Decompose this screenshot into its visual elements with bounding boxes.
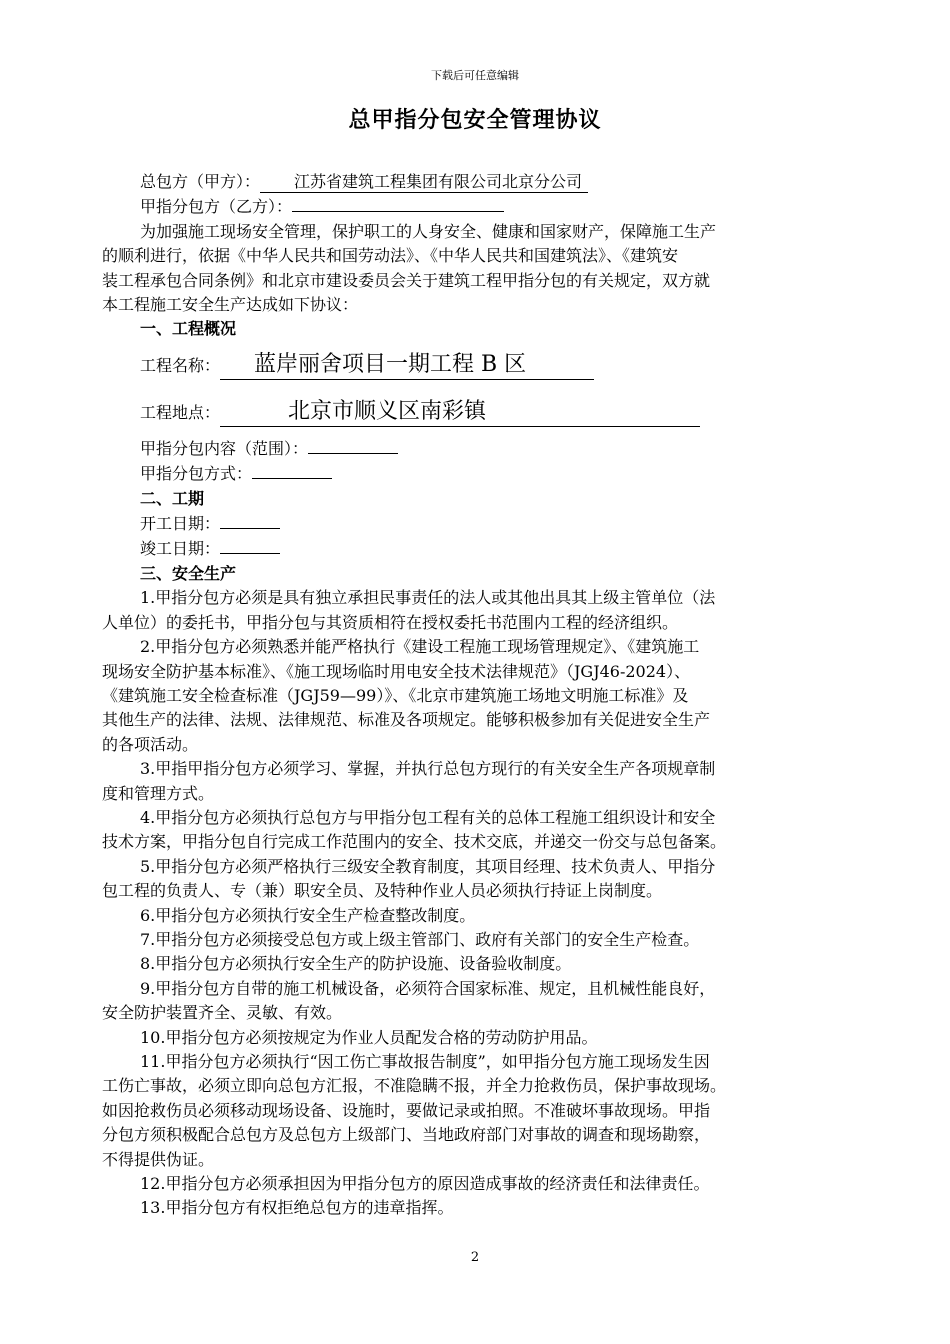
clause-line: 的各项活动。 <box>102 734 199 754</box>
party-a-label: 总包方（甲方）： <box>140 172 261 191</box>
start-date-label: 开工日期： <box>140 514 221 534</box>
clause-7 <box>102 928 842 952</box>
page-number: 2 <box>470 1250 480 1265</box>
clause-12 <box>102 1172 842 1196</box>
clause-line: 8.甲指分包方必须执行安全生产的防护设施、设备验收制度。 <box>140 954 572 974</box>
end-date-blank <box>220 536 280 554</box>
clause-9 <box>102 977 842 1026</box>
project-site-line <box>102 389 842 436</box>
intro-line: 的顺利进行，依据《中华人民共和国劳动法》、《中华人民共和国建筑法》、《建筑安 <box>102 246 679 266</box>
party-a-line <box>102 170 842 194</box>
project-name-label: 工程名称： <box>140 355 221 375</box>
method-blank <box>252 461 332 479</box>
start-date-line <box>102 511 842 536</box>
header-note: 下载后可任意编辑 <box>431 69 519 82</box>
clause-line: 技术方案，甲指分包自行完成工作范围内的安全、技术交底，并递交一份交与总包备案。 <box>102 832 727 852</box>
clause-line: 4.甲指分包方必须执行总包方与甲指分包工程有关的总体工程施工组织设计和安全 <box>140 807 716 827</box>
method-label: 甲指分包方式： <box>140 464 253 484</box>
clause-line: 5.甲指分包方必须严格执行三级安全教育制度，其项目经理、技术负责人、甲指分 <box>140 856 716 876</box>
clause-5 <box>102 855 842 904</box>
scope-line <box>102 436 842 461</box>
clause-1 <box>102 586 842 635</box>
clause-line: 7.甲指分包方必须接受总包方或上级主管部门、政府有关部门的安全生产检查。 <box>140 929 700 949</box>
clause-line: 度和管理方式。 <box>102 783 215 803</box>
clause-line: 1.甲指分包方必须是具有独立承担民事责任的法人或其他出具其上级主管单位（法 <box>140 588 716 608</box>
project-site-label: 工程地点： <box>140 402 221 422</box>
clause-line: 10.甲指分包方必须按规定为作业人员配发合格的劳动防护用品。 <box>140 1027 598 1047</box>
party-b-line <box>102 194 842 219</box>
clause-line: 3.甲指甲指分包方必须学习、掌握，并执行总包方现行的有关安全生产各项规章制 <box>140 759 716 779</box>
clause-line: 6.甲指分包方必须执行安全生产检查整改制度。 <box>140 905 476 925</box>
start-date-blank <box>220 511 280 529</box>
clause-line: 9.甲指分包方自带的施工机械设备，必须符合国家标准、规定，且机械性能良好， <box>140 978 716 998</box>
clause-line: 不得提供伪证。 <box>102 1149 215 1169</box>
project-site-value: 北京市顺义区南彩镇 <box>220 398 700 427</box>
end-date-line <box>102 536 842 561</box>
section1-heading: 一、工程概况 <box>140 319 237 339</box>
clause-line: 现场安全防护基本标准》、《施工现场临时用电安全技术法律规范》（JGJ46-2024）、 <box>102 661 691 681</box>
clause-line: 分包方须积极配合总包方及总包方上级部门、当地政府部门对事故的调查和现场勘察， <box>102 1125 711 1145</box>
clause-4 <box>102 806 842 855</box>
clause-line: 如因抢救伤员必须移动现场设备、设施时，要做记录或拍照。不准破坏事故现场。甲指 <box>102 1100 711 1120</box>
clause-2 <box>102 635 842 757</box>
scope-blank <box>308 436 398 454</box>
clause-line: 《建筑施工安全检查标准（JGJ59—99）》、《北京市建筑施工场地文明施工标准》及 <box>102 685 689 705</box>
clause-13 <box>102 1196 842 1220</box>
method-line <box>102 461 842 486</box>
end-date-label: 竣工日期： <box>140 539 221 559</box>
clause-10 <box>102 1026 842 1050</box>
clause-line: 2.甲指分包方必须熟悉并能严格执行《建设工程施工现场管理规定》、《建筑施工 <box>140 637 700 657</box>
intro-line: 本工程施工安全生产达成如下协议： <box>102 295 359 315</box>
section3-heading: 三、安全生产 <box>140 563 237 583</box>
clause-line: 人单位）的委托书，甲指分包与其资质相符在授权委托书范围内工程的经济组织。 <box>102 612 679 632</box>
clause-line: 13.甲指分包方有权拒绝总包方的违章指挥。 <box>140 1198 454 1218</box>
clause-line: 安全防护装置齐全、灵敏、有效。 <box>102 1003 343 1023</box>
project-name-value: 蓝岸丽舍项目一期工程 B 区 <box>220 351 594 380</box>
clause-line: 其他生产的法律、法规、法律规范、标准及各项规定。能够积极参加有关促进安全生产 <box>102 710 711 730</box>
intro-line: 装工程承包合同条例》和北京市建设委员会关于建筑工程甲指分包的有关规定，双方就 <box>102 270 711 290</box>
intro-paragraph <box>102 220 842 318</box>
clause-line: 工伤亡事故，必须立即向总包方汇报，不准隐瞒不报，并全力抢救伤员，保护事故现场。 <box>102 1076 727 1096</box>
clause-line: 11.甲指分包方必须执行“因工伤亡事故报告制度”，如甲指分包方施工现场发生因 <box>140 1052 710 1071</box>
clause-line: 包工程的负责人、专（兼）职安全员、及特种作业人员必须执行持证上岗制度。 <box>102 881 663 901</box>
clause-3 <box>102 757 842 806</box>
party-b-label: 甲指分包方（乙方）： <box>140 197 293 217</box>
party-b-blank <box>292 194 504 212</box>
section2-heading: 二、工期 <box>140 488 205 508</box>
clause-8 <box>102 952 842 976</box>
clause-11 <box>102 1050 842 1172</box>
project-name-line <box>102 342 842 389</box>
party-a-value: 江苏省建筑工程集团有限公司北京分公司 <box>260 172 588 193</box>
document-body <box>102 170 842 1221</box>
intro-line: 为加强施工现场安全管理，保护职工的人身安全、健康和国家财产，保障施工生产 <box>140 221 717 241</box>
scope-label: 甲指分包内容（范围）： <box>140 438 309 458</box>
clause-line: 12.甲指分包方必须承担因为甲指分包方的原因造成事故的经济责任和法律责任。 <box>140 1174 710 1194</box>
clause-6 <box>102 904 842 928</box>
document-title: 总甲指分包安全管理协议 <box>348 108 602 133</box>
